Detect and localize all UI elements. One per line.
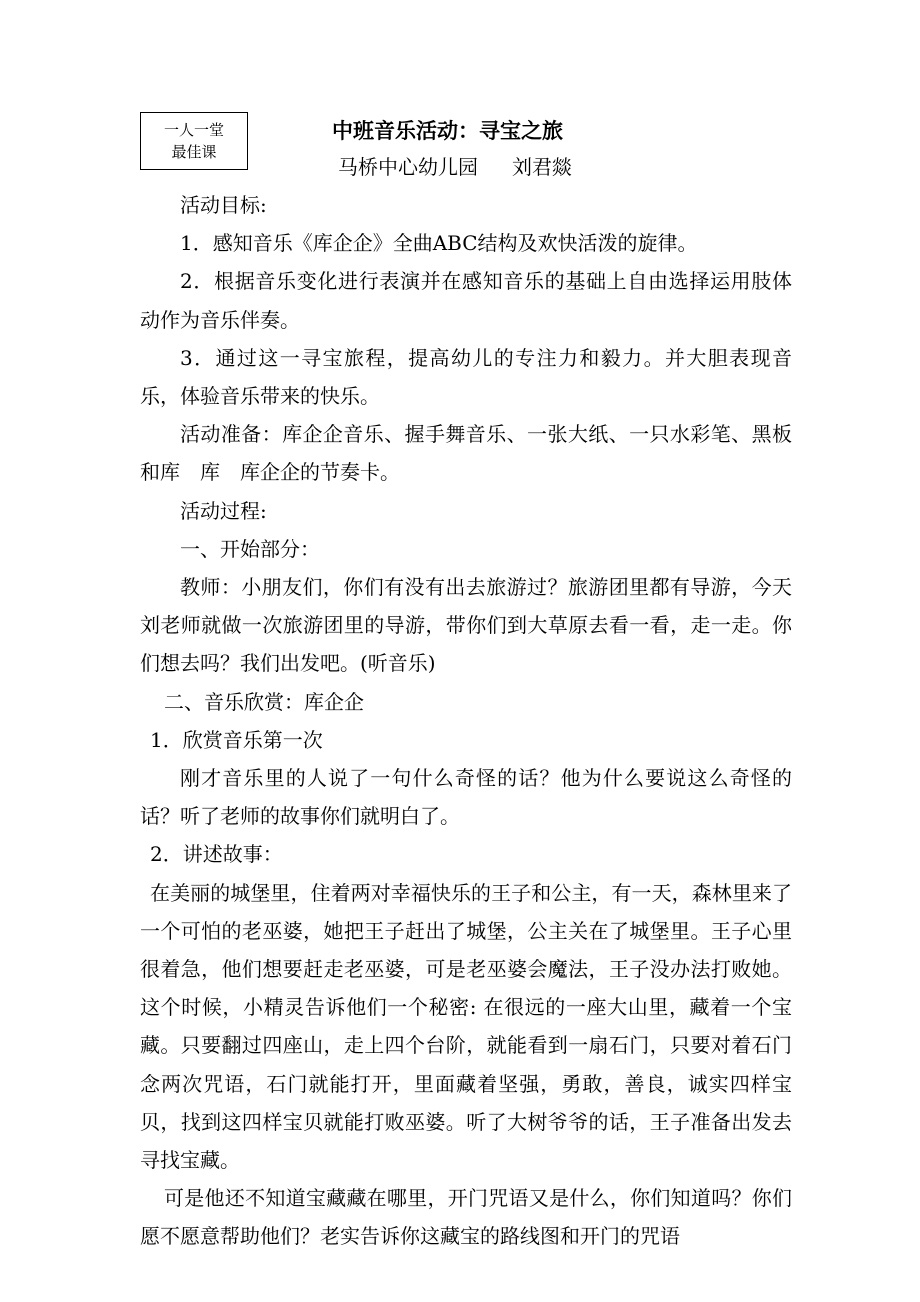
step-1-question: 刚才音乐里的人说了一句什么奇怪的话？他为什么要说这么奇怪的话？听了老师的故事你们就明白了。 (140, 766, 792, 829)
goal-3: 3．通过这一寻宝旅程，提高幼儿的专注力和毅力。并大胆表现音乐，体验音乐带来的快乐。 (140, 345, 792, 409)
story-paragraph: 在美丽的城堡里，住着两对幸福快乐的王子和公主，有一天，森林里来了一个可怕的老巫婆，她把王子赶出了城堡，公主关在了城堡里。王子心里很着急，他们想要赶走老巫婆，可是老巫婆会魔法，王子没办法打败她。这个时候，小精灵告诉他们一个秘密: 在很远的一座大山里，藏着一个宝藏。只要翻过四座山，走上四个台阶，就能看到一扇石门，只要对着石门念两次咒语，石门就能打开，里面藏着坚强，勇敢，善良，诚实四样宝贝，找到这四样宝贝就能打败巫婆。听了大树爷爷的话，王子准备出发去寻找宝藏。 (140, 880, 792, 1173)
document-body (140, 186, 792, 1256)
award-badge (140, 112, 248, 170)
section-1-heading: 一、开始部分： (180, 536, 320, 561)
heading-goals: 活动目标: (180, 193, 267, 217)
preparation: 活动准备：库企企音乐、握手舞音乐、一张大纸、一只水彩笔、黑板和库 库 库企企的节奏卡。 (140, 422, 792, 485)
badge-line-2: 最佳课 (171, 143, 217, 161)
badge-line-1: 一人一堂 (163, 121, 224, 139)
teacher-name: 刘君燚 (512, 155, 572, 179)
goal-1: 1．感知音乐《库企企》全曲ABC结构及欢快活泼的旋律。 (180, 231, 698, 256)
step-2: 2．讲述故事： (150, 842, 283, 867)
step-1: 1．欣赏音乐第一次 (150, 727, 323, 752)
heading-process: 活动过程: (180, 498, 267, 523)
school-name: 马桥中心幼儿园 (338, 155, 478, 179)
section-2-heading: 二、音乐欣赏：库企企 (164, 689, 364, 714)
goal-2: 2．根据音乐变化进行表演并在感知音乐的基础上自由选择运用肢体动作为音乐伴奏。 (140, 269, 792, 332)
page-title: 中班音乐活动：寻宝之旅 (332, 118, 563, 143)
teacher-intro: 教师：小朋友们，你们有没有出去旅游过？旅游团里都有导游，今天刘老师就做一次旅游团里的导游，带你们到大草原去看一看，走一走。你们想去吗？我们出发吧。(听音乐) (140, 575, 792, 676)
story-followup: 可是他还不知道宝藏藏在哪里，开门咒语又是什么，你们知道吗？你们愿不愿意帮助他们？老实告诉你这藏宝的路线图和开门的咒语 (140, 1186, 792, 1249)
author-line (338, 152, 572, 182)
